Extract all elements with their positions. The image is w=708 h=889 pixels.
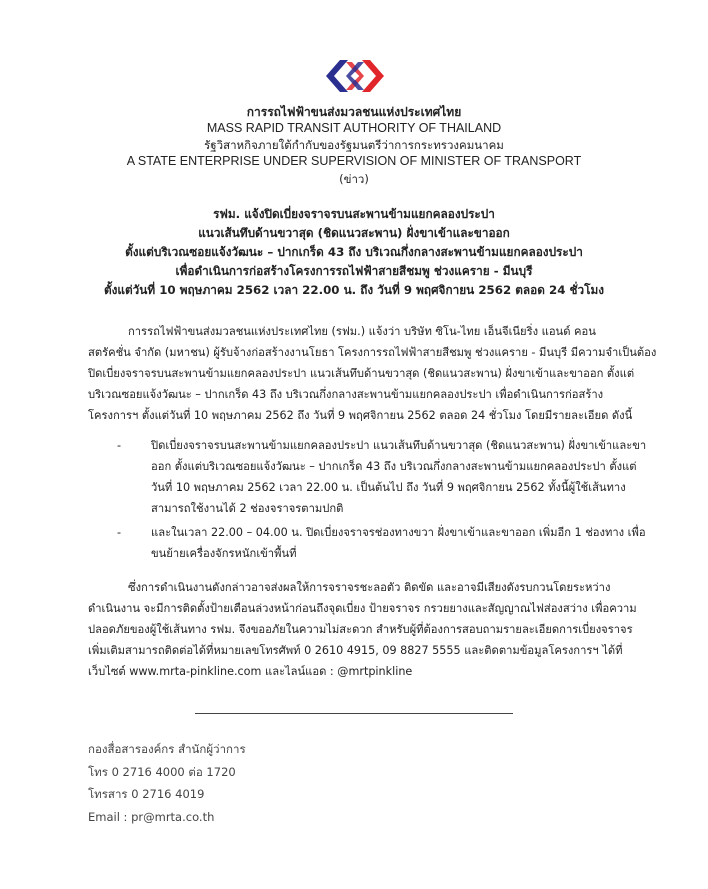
contact-block [88,738,246,828]
bullet-line: วันที่ 10 พฤษภาคม 2562 เวลา 22.00 น. เป็นต้นไป ถึง วันที่ 9 พฤศจิกายน 2562 ทั้งนี้ผู้ใช้เส้นทาง [151,481,626,494]
paragraph-line: เว็บไซต์ www.mrta-pinkline.com และไลน์แอด : @mrtpinkline [88,665,413,678]
paragraph-line: ซึ่งการดำเนินงานดังกล่าวอาจส่งผลให้การจราจรชะลอตัว ติดขัด และอาจมีเสียงดังรบกวนโดยระหว่าง [128,581,611,594]
contact-phone: โทร 0 2716 4000 ต่อ 1720 [88,764,236,779]
paragraph-line: การรถไฟฟ้าขนส่งมวลชนแห่งประเทศไทย (รฟม.) แจ้งว่า บริษัท ซิโน-ไทย เอ็นจีเนียริ่ง แอนด์ คอน [128,325,596,338]
bullet-line: ปิดเบี่ยงจราจรบนสะพานข้ามแยกคลองประปา แนวเส้นทึบด้านขวาสุด (ชิดแนวสะพาน) ฝั่งขาเข้าและขา [151,439,647,452]
org-status-th: รัฐวิสาหกิจภายใต้กำกับของรัฐมนตรีว่าการกระทรวงคมนาคม [204,138,504,152]
contact-department: กองสื่อสารองค์กร สำนักผู้ว่าการ [88,742,246,756]
headline-line: รฟม. แจ้งปิดเบี่ยงจราจรบนสะพานข้ามแยกคลองประปา [213,207,495,221]
paragraph-line: บริเวณซอยแจ้งวัฒนะ – ปากเกร็ด 43 ถึง บริเวณกึ่งกลางสะพานข้ามแยกคลองประปา เพื่อดำเนินการก่อสร้าง [88,388,604,401]
paragraph-line: สตรัคชั่น จำกัด (มหาชน) ผู้รับจ้างก่อสร้างงานโยธา โครงการรถไฟฟ้าสายสีชมพู ช่วงแคราย - มีนบุรี มีความจำเป็นต้อง [88,346,657,359]
paragraph-line: ดำเนินงาน จะมีการติดตั้งป้ายเตือนล่วงหน้าก่อนถึงจุดเบี่ยง ป้ายจราจร กรวยยางและสัญญาณไฟส่องสว่าง เพื่อความ [88,602,637,615]
bullet-line: ขนย้ายเครื่องจักรหนักเข้าพื้นที่ [151,547,297,560]
org-name-en: MASS RAPID TRANSIT AUTHORITY OF THAILAND [206,121,502,135]
paragraph-line: ปลอดภัยของผู้ใช้เส้นทาง รฟม. จึงขออภัยในความไม่สะดวก สำหรับผู้ที่ต้องการสอบถามรายละเอียดการเบี่ยงจราจร [88,623,633,636]
contact-email: Email : pr@mrta.co.th [88,809,215,824]
bullet-line: และในเวลา 22.00 – 04.00 น. ปิดเบี่ยงจราจรช่องทางขวา ฝั่งขาเข้าและขาออก เพิ่มอีก 1 ช่องทาง เพื่อ [151,526,646,539]
org-status-en: A STATE ENTERPRISE UNDER SUPERVISION OF MINISTER OF TRANSPORT [126,154,582,168]
headline-line: ตั้งแต่วันที่ 10 พฤษภาคม 2562 เวลา 22.00 น. ถึง วันที่ 9 พฤศจิกายน 2562 ตลอด 24 ชั่วโมง [103,283,605,297]
paragraph-line: เพิ่มเติมสามารถติดต่อได้ที่หมายเลขโทรศัพท์ 0 2610 4915, 09 8827 5555 และติดตามข้อมูลโครงการฯ ได้ที่ [88,644,623,657]
body-paragraph-2 [88,577,637,682]
bullet-line: ออก ตั้งแต่บริเวณซอยแจ้งวัฒนะ – ปากเกร็ด 43 ถึง บริเวณกึ่งกลางสะพานข้ามแยกคลองประปา ตั้งแต่ [151,460,637,473]
paragraph-line: ปิดเบี่ยงจราจรบนสะพานข้ามแยกคลองประปา แนวเส้นทึบด้านขวาสุด (ชิดแนวสะพาน) ฝั่งขาเข้าและขาออก ตั้งแต่ [88,367,635,380]
headline-line: เพื่อดำเนินการก่อสร้างโครงการรถไฟฟ้าสายสีชมพู ช่วงแคราย - มีนบุรี [175,264,533,278]
section-divider [195,713,513,714]
headline-line: ตั้งแต่บริเวณซอยแจ้งวัฒนะ – ปากเกร็ด 43 ถึง บริเวณกึ่งกลางสะพานข้ามแยกคลองประปา [125,245,583,259]
bullet-item [113,435,647,519]
org-name-th: การรถไฟฟ้าขนส่งมวลชนแห่งประเทศไทย [246,105,462,119]
body-paragraph-1 [88,321,657,426]
bullet-line: สามารถใช้งานได้ 2 ช่องจราจรตามปกติ [151,502,344,515]
contact-fax: โทรสาร 0 2716 4019 [88,787,205,801]
mrta-logo-icon [326,58,384,94]
bullet-list [113,435,647,567]
document-type: (ข่าว) [339,172,369,186]
bullet-marker: - [117,526,122,539]
headline-line: แนวเส้นทึบด้านขวาสุด (ชิดแนวสะพาน) ฝั่งขาเข้าและขาออก [198,226,510,240]
headline [0,205,708,300]
bullet-item [113,522,646,564]
bullet-marker: - [117,439,122,452]
paragraph-line: โครงการฯ ตั้งแต่วันที่ 10 พฤษภาคม 2562 ถึง วันที่ 9 พฤศจิกายน 2562 ตลอด 24 ชั่วโมง โดยมีรายละเอียด ดังนี้ [88,409,633,422]
